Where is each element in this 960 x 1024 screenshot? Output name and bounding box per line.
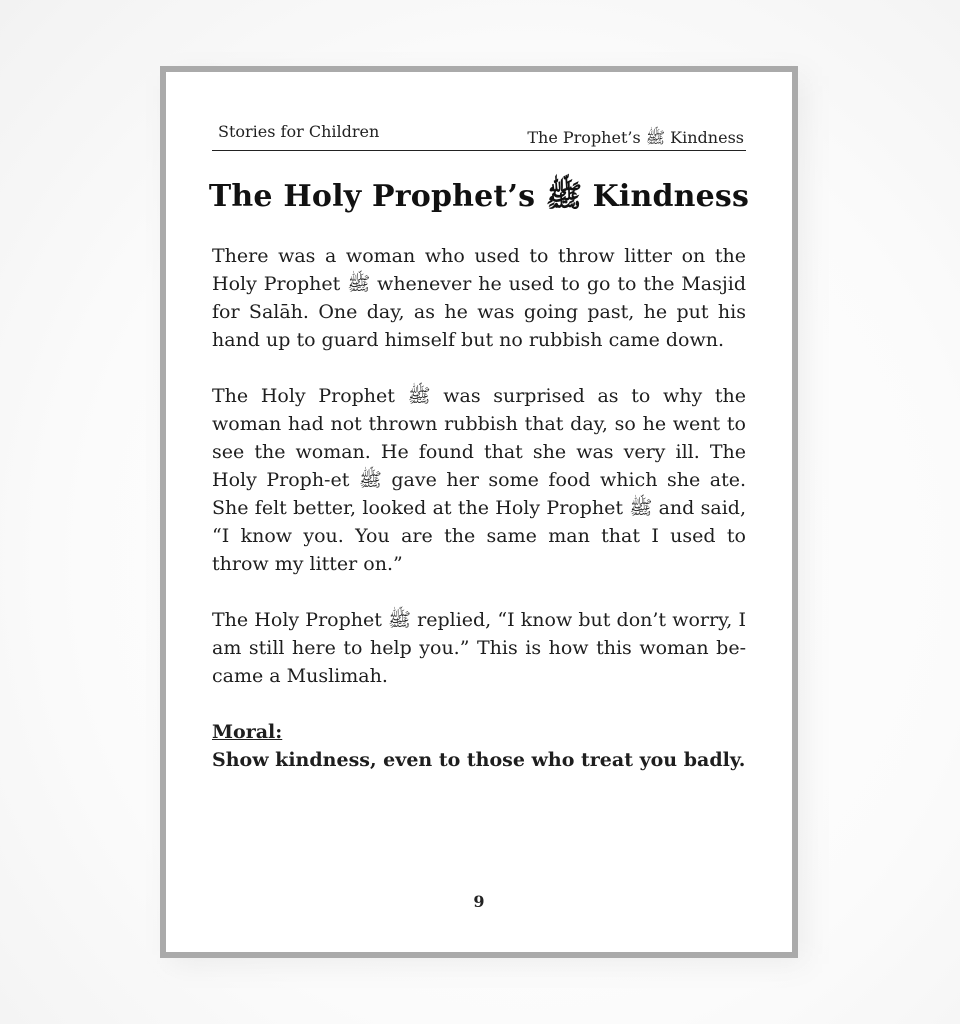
header-book-title: Stories for Children — [218, 122, 380, 141]
moral-text: Show kindness, even to those who treat you badly. — [212, 749, 746, 771]
header-chapter-title: The Prophet’s ﷺ Kindness — [527, 128, 744, 147]
paragraph-1: There was a woman who used to throw litter on the Holy Prophet ﷺ whenever he used to go to the Masjid for Salāh. One day, as he was going past, he put his hand up to guard himself but no rubbish came down. — [212, 245, 747, 351]
moral-label: Moral: — [212, 721, 283, 743]
paragraph-2: The Holy Prophet ﷺ was surprised as to why the woman had not thrown rubbish that day, so he went to see the woman. He found that she was very ill. The Holy Proph-et ﷺ gave her some food which she ate. She felt better, looked at the Holy Prophet ﷺ and said, “I know you. You are the same man that I used to throw my litter on.” — [212, 385, 746, 575]
story-body — [212, 242, 746, 718]
running-header — [212, 120, 746, 151]
page-number: 9 — [473, 892, 485, 911]
moral-section — [212, 718, 746, 774]
page-title: The Holy Prophet’s ﷺ Kindness — [208, 179, 750, 214]
book-page — [160, 66, 798, 958]
paragraph-3: The Holy Prophet ﷺ replied, “I know but don’t worry, I am still here to help you.” This is how this woman be-came a Muslimah. — [212, 609, 746, 687]
